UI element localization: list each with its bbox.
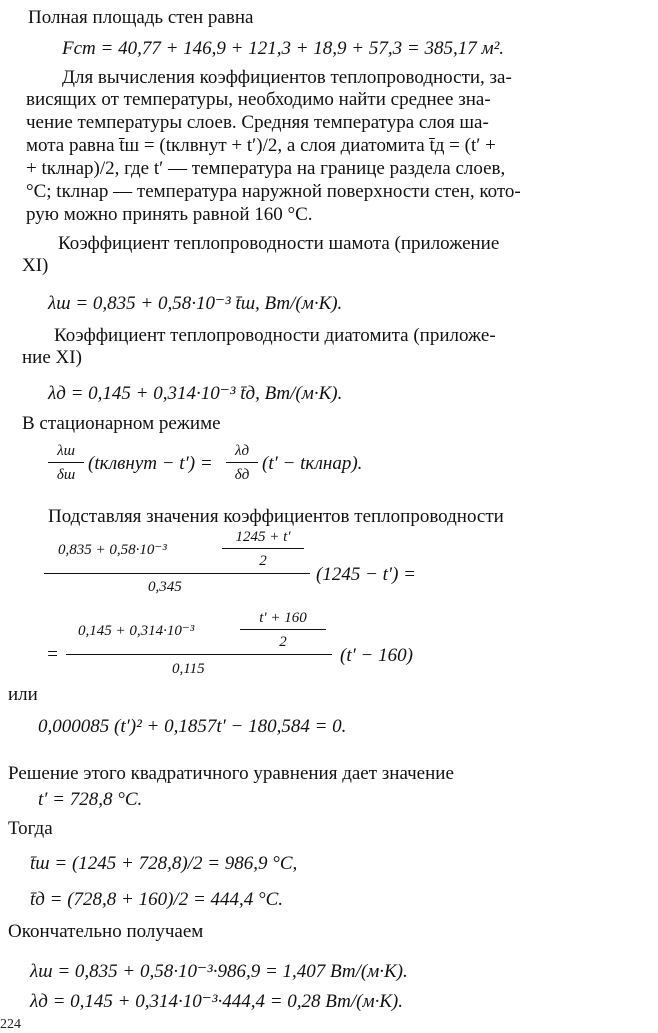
formula-part: (t′ − tклнар). [262,453,363,474]
equals-sign: = [46,644,59,665]
fraction-bar [48,462,84,463]
text-line: Коэффициент теплопроводности диатомита (приложе- [54,325,496,346]
text-line: Коэффициент теплопроводности шамота (приложение [58,233,500,254]
fraction-numerator: λд [234,443,250,459]
text-line: В стационарном режиме [22,413,221,434]
formula-part: (tклвнут − t′) = [88,453,213,474]
fraction-numerator: λш [57,443,75,459]
text-line: ние XI) [22,347,82,368]
fraction-denominator: δш [56,467,76,483]
fraction-bar [66,654,332,655]
formula-quadratic: 0,000085 (t′)² + 0,1857t′ − 180,584 = 0. [38,716,347,737]
text-line: висящих от температуры, необходимо найти среднее зна- [26,89,491,110]
text-line: рую можно принять равной 160 °С. [26,204,313,225]
text-line: Решение этого квадратичного уравнения дает значение [8,763,454,784]
text-line: °С; tклнар — температура наружной поверхности стен, кото- [26,181,521,202]
formula-part: (t′ − 160) [340,645,413,666]
text-line: Полная площадь стен равна [28,7,254,28]
inner-fraction-bar [240,629,326,630]
page-number: 224 [0,1017,21,1032]
formula-lambda-shamot-final: λш = 0,835 + 0,58·10⁻³·986,9 = 1,407 Вт/(м·К). [30,961,408,982]
fraction-denominator: 0,115 [172,661,205,677]
formula-lambda-shamot: λш = 0,835 + 0,58·10⁻³ t̄ш, Вт/(м·К). [48,293,343,314]
text-line: Для вычисления коэффициентов теплопроводности, за- [62,67,512,88]
text-line: мота равна t̄ш = (tклвнут + t′)/2, а слоя диатомита t̄д = (t′ + [26,135,496,156]
inner-numerator: 1245 + t′ [235,529,291,545]
inner-denominator: 2 [259,553,267,569]
formula-t-diatomite: t̄д = (728,8 + 160)/2 = 444,4 °С. [30,889,284,910]
formula-part: (1245 − t′) = [316,564,416,585]
fraction-denominator: 0,345 [148,579,182,595]
fraction-bar [44,573,310,574]
formula-wall-area: Fст = 40,77 + 146,9 + 121,3 + 18,9 + 57,3 = 385,17 м². [62,38,505,59]
text-line: Окончательно получаем [8,921,204,942]
text-line: чение температуры слоев. Средняя температура слоя ша- [26,112,489,133]
text-line: или [8,684,38,705]
formula-lambda-diatomite-final: λд = 0,145 + 0,314·10⁻³·444,4 = 0,28 Вт/(м·К). [30,991,404,1012]
inner-numerator: t′ + 160 [259,610,307,626]
inner-denominator: 2 [279,634,287,650]
text-line: + tклнар)/2, где t′ — температура на границе раздела слоев, [26,158,506,179]
text-line: Подставляя значения коэффициентов теплопроводности [48,506,504,527]
formula-t-shamot: t̄ш = (1245 + 728,8)/2 = 986,9 °С, [30,853,298,874]
formula-lambda-diatomite: λд = 0,145 + 0,314·10⁻³ t̄д, Вт/(м·К). [48,383,343,404]
text-line: Тогда [8,818,53,839]
fraction-bar [226,462,258,463]
text-line: XI) [22,255,49,276]
fraction-numerator: 0,835 + 0,58·10⁻³ [58,542,167,558]
fraction-numerator: 0,145 + 0,314·10⁻³ [78,623,195,639]
inner-fraction-bar [222,548,304,549]
fraction-denominator: δд [234,467,250,483]
formula-result: t′ = 728,8 °С. [38,789,143,810]
